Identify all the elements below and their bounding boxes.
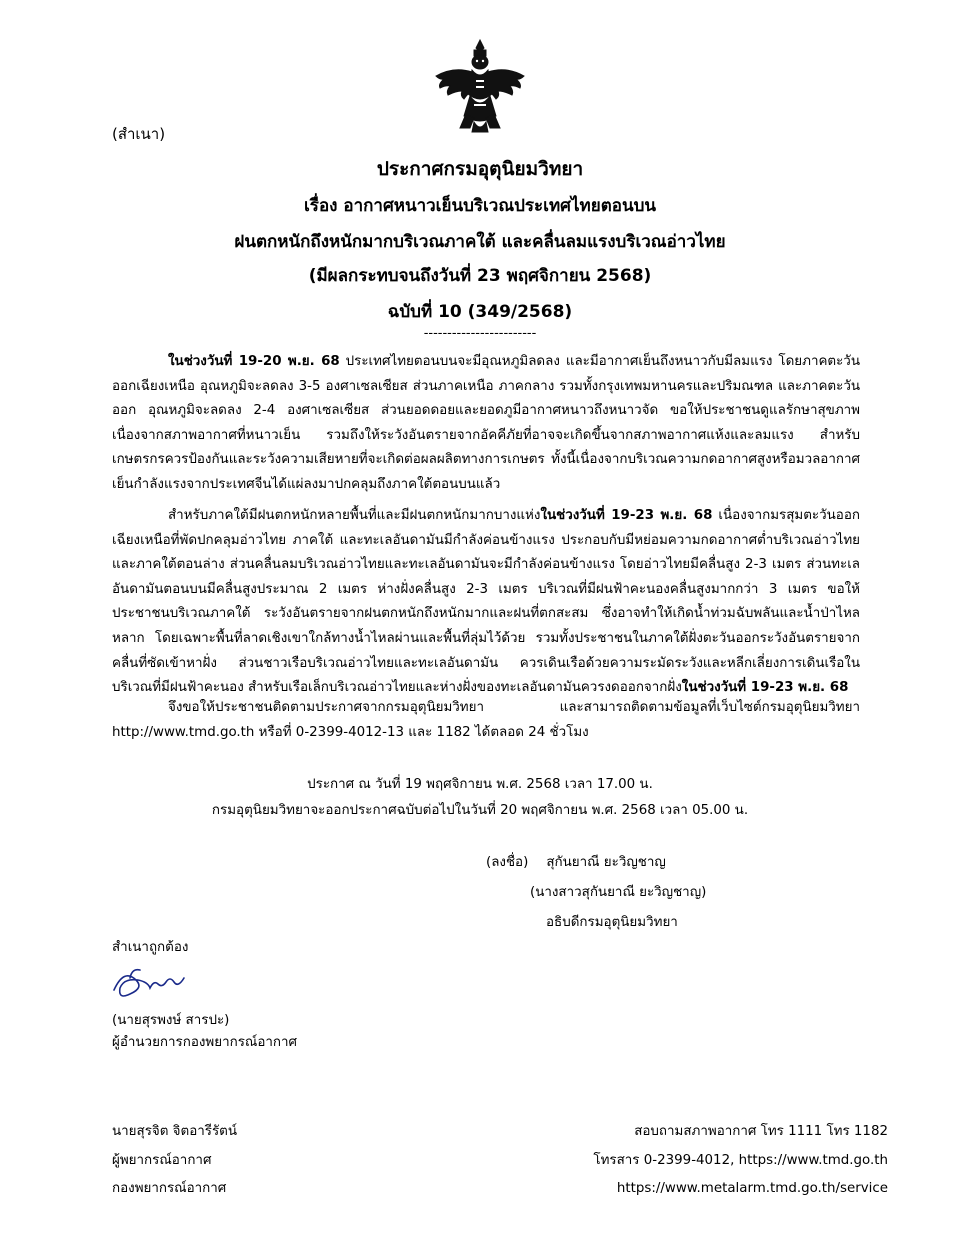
p2-period-b: ในช่วงวันที่ 19-23 พ.ย. 68	[681, 680, 849, 696]
subject-line: เรื่อง อากาศหนาวเย็นบริเวณประเทศไทยตอนบน	[304, 196, 656, 216]
page-title: ประกาศกรมอุตุนิยมวิทยา	[376, 158, 584, 180]
p2-text-a: สำหรับภาคใต้มีฝนตกหนักหลายพื้นที่และมีฝนตกหนักมากบางแห่ง	[168, 508, 541, 523]
copy-label: (สำเนา)	[112, 125, 166, 143]
certifier	[112, 1010, 297, 1054]
p3-text: จึงขอให้ประชาชนติดตามประกาศจากกรมอุตุนิยมวิทยา และสามารถติดตามข้อมูลที่เว็บไซต์กรมอุตุนิยมวิทยา http://www.tmd.go.th หรือที่ 0-2399-4012-13 และ 1182 ได้ตลอด 24 ชั่วโมง	[112, 700, 860, 740]
p2-period-a: ในช่วงวันที่ 19-23 พ.ย. 68	[540, 508, 713, 523]
certifier-position: ผู้อำนวยการกองพยากรณ์อากาศ	[112, 1035, 298, 1050]
footer-right	[593, 1118, 888, 1204]
certified-copy-label: สำเนาถูกต้อง	[112, 940, 189, 955]
paragraph-1	[112, 350, 860, 498]
footer-left	[112, 1118, 237, 1204]
p1-period: ในช่วงวันที่ 19-20 พ.ย. 68	[168, 354, 340, 369]
p2-text-b: เนื่องจากมรสุมตะวันออกเฉียงเหนือที่พัดปกคลุมอ่าวไทย ภาคใต้ และทะเลอันดามันมีกำลังค่อนข้างแรง ประกอบกับมีหย่อมความกดอากาศต่ำบริเวณอ่าวไทยและภาคใต้ตอนล่าง ส่วนคลื่นลมบริเวณอ่าวไทยและทะเลอันดามันจะมีกำลังค่อนข้างแรง โดยอ่าวไทยมีคลื่นสูง 2-3 เมตร ส่วนทะเลอันดามันตอนบนมีคลื่นสูงประมาณ 2 เมตร ห่างฝั่งคลื่นสูง 2-3 เมตร บริเวณที่มีฝนฟ้าคะนองคลื่นสูงมากกว่า 3 เมตร ขอให้ประชาชนบริเวณภาคใต้ ระวังอันตรายจากฝนตกหนักถึงหนักมากและฝนที่ตกสะสม ซึ่งอาจทำให้เกิดน้ำท่วมฉับพลันและน้ำป่าไหลหลาก โดยเฉพาะพื้นที่ลาดเชิงเขาใกล้ทางน้ำไหลผ่านและพื้นที่ลุ่มไว้ด้วย รวมทั้งประชาชนในภาคใต้ฝั่งตะวันออกระวังอันตรายจากคลื่นที่ซัดเข้าหาฝั่ง ส่วนชาวเรือบริเวณอ่าวไทยและทะเลอันดามัน ควรเดินเรือด้วยความระมัดระวังและหลีกเลี่ยงการเดินเรือในบริเวณที่มีฝนฟ้าคะนอง สำหรับเรือเล็กบริเวณอ่าวไทยและห่างฝั่งของทะเลอันดามันควรงดออกจากฝั่ง	[112, 508, 860, 696]
p1-text: ประเทศไทยตอนบนจะมีอุณหภูมิลดลง และมีอากาศเย็นถึงหนาวกับมีลมแรง โดยภาคตะวันออกเฉียงเหนือ อุณหภูมิจะลดลง 3-5 องศาเซลเซียส ส่วนภาคเหนือ ภาคกลาง รวมทั้งกรุงเทพมหานครและปริมณฑล และภาคตะวันออก อุณหภูมิจะลดลง 2-4 องศาเซลเซียส ส่วนยอดดอยและยอดภูมีอากาศหนาวถึงหนาวจัด ขอให้ประชาชนดูแลรักษาสุขภาพ เนื่องจากสภาพอากาศที่หนาวเย็น รวมถึงให้ระวังอันตรายจากอัคคีภัยที่อาจจะเกิดขึ้นจากสภาพอากาศแห้งและลมแรง สำหรับเกษตรกรควรป้องกันและระวังความเสียหายที่จะเกิดต่อผลผลิตทางการเกษตร ทั้งนี้เนื่องจากบริเวณความกดอากาศสูงหรือมวลอากาศเย็นกำลังแรงจากประเทศจีนได้แผ่ลงมาปกคลุมถึงภาคใต้ตอนบนแล้ว	[112, 354, 860, 492]
handwritten-signature	[110, 960, 220, 1006]
effect-period: (มีผลกระทบจนถึงวันที่ 23 พฤศจิกายน 2568)	[308, 266, 652, 286]
signed-row	[486, 848, 706, 878]
signature-block	[486, 848, 706, 938]
subject-line-2: ฝนตกหนักถึงหนักมากบริเวณภาคใต้ และคลื่นลมแรงบริเวณอ่าวไทย	[234, 232, 726, 252]
announcement-line-1: ประกาศ ณ วันที่ 19 พฤศจิกายน พ.ศ. 2568 เวลา 17.00 น.	[307, 777, 653, 792]
divider: ------------------------	[423, 326, 537, 341]
garuda-emblem-icon	[426, 36, 534, 136]
contact-phone: สอบถามสภาพอากาศ โทร 1111 โทร 1182	[634, 1124, 888, 1139]
announcement-line-2: กรมอุตุนิยมวิทยาจะออกประกาศฉบับต่อไปในวันที่ 20 พฤศจิกายน พ.ศ. 2568 เวลา 05.00 น.	[211, 803, 749, 818]
contact-fax-web[interactable]: โทรสาร 0-2399-4012, https://www.tmd.go.th	[593, 1152, 888, 1168]
announcement	[0, 772, 960, 824]
signed-label: (ลงชื่อ)	[486, 855, 529, 870]
certifier-name: (นายสุรพงษ์ สารปะ)	[112, 1013, 230, 1028]
signed-name: สุกันยาณี ยะวิญชาญ	[546, 855, 666, 870]
forecaster-name: นายสุรจิต จิตอารีรัตน์	[112, 1124, 238, 1139]
forecaster-division: กองพยากรณ์อากาศ	[112, 1181, 227, 1196]
signer-full-name: (นางสาวสุกันยาณี ยะวิญชาญ)	[530, 885, 707, 900]
issue-number: ฉบับที่ 10 (349/2568)	[387, 302, 573, 322]
paragraph-3	[112, 696, 860, 745]
signer-position: อธิบดีกรมอุตุนิยมวิทยา	[546, 915, 678, 930]
contact-service-link[interactable]: https://www.metalarm.tmd.go.th/service	[616, 1181, 888, 1196]
forecaster-role: ผู้พยากรณ์อากาศ	[112, 1152, 212, 1168]
paragraph-2	[112, 504, 860, 701]
